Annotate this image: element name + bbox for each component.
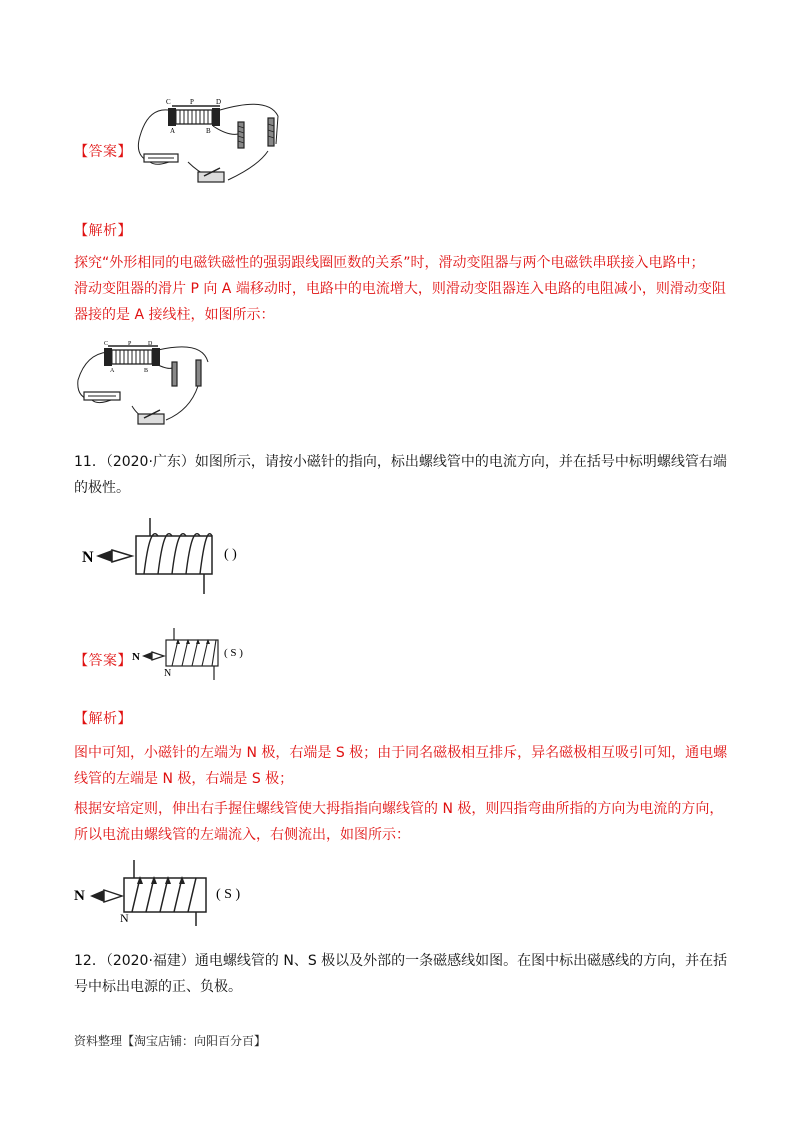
slider-p-label: P xyxy=(128,341,132,347)
circuit-figure-1 xyxy=(128,96,300,196)
analysis-line: 所以电流由螺线管的左端流入，右侧流出，如图所示： xyxy=(74,827,410,843)
question-line: 12．（2020·福建）通电螺线管的 N、S 极以及外部的一条磁感线如图。在图中标出磁感线的方向，并在括 xyxy=(74,953,728,969)
terminal-d-label: D xyxy=(216,98,222,106)
answer-label-2: 【答案】 xyxy=(74,653,132,669)
solenoid-figure-answer xyxy=(128,626,258,682)
solenoid-figure-analysis xyxy=(72,856,262,926)
analysis-text-2a xyxy=(74,740,754,792)
terminal-c-label: C xyxy=(104,341,109,347)
pole-bracket: ( S ) xyxy=(224,647,243,659)
solenoid-n-label: N xyxy=(120,911,129,925)
terminal-a-label: A xyxy=(170,127,176,135)
analysis-text-1 xyxy=(74,250,754,328)
needle-n-label: N xyxy=(74,888,85,904)
question-line: 号中标出电源的正、负极。 xyxy=(74,979,242,995)
pole-bracket: ( S ) xyxy=(216,887,241,902)
analysis-line: 线管的左端是 N 极，右端是 S 极； xyxy=(74,771,294,787)
analysis-line: 滑动变阻器的滑片 P 向 A 端移动时，电路中的电流增大，则滑动变阻器连入电路的电阻减小，则滑动变阻 xyxy=(74,281,726,297)
needle-light-half xyxy=(112,550,132,562)
question-12 xyxy=(74,948,754,1000)
analysis-line: 根据安培定则，伸出右手握住螺线管使大拇指指向螺线管的 N 极，则四指弯曲所指的方向为电流的方向， xyxy=(74,801,724,817)
answer-label-1: 【答案】 xyxy=(74,144,132,160)
needle-n-label: N xyxy=(82,549,94,566)
pole-bracket: ( ) xyxy=(224,547,237,562)
question-line: 的极性。 xyxy=(74,480,130,496)
analysis-label-1: 【解析】 xyxy=(74,223,132,239)
terminal-c-label: C xyxy=(166,98,171,106)
analysis-text-2b xyxy=(74,796,754,848)
analysis-line: 图中可知，小磁针的左端为 N 极，右端是 S 极；由于同名磁极相互排斥，异名磁极相互吸引可知，通电螺 xyxy=(74,745,728,761)
needle-dark-half xyxy=(96,550,112,562)
terminal-a-label: A xyxy=(110,368,115,374)
question-line: 11．（2020·广东）如图所示，请按小磁针的指向，标出螺线管中的电流方向，并在括号中标明螺线管右端 xyxy=(74,454,727,470)
analysis-line: 器接的是 A 接线柱，如图所示： xyxy=(74,307,275,323)
terminal-d-label: D xyxy=(148,341,153,347)
solenoid-figure-question xyxy=(78,514,288,594)
question-11 xyxy=(74,449,754,501)
analysis-label-2: 【解析】 xyxy=(74,711,132,727)
terminal-b-label: B xyxy=(144,368,149,374)
circuit-figure-2 xyxy=(72,340,222,428)
terminal-b-label: B xyxy=(206,127,211,135)
needle-n-label: N xyxy=(132,651,140,663)
slider-p-label: P xyxy=(190,98,194,106)
solenoid-n-label: N xyxy=(164,668,172,679)
analysis-line: 探究“外形相同的电磁铁磁性的强弱跟线圈匝数的关系”时，滑动变阻器与两个电磁铁串联接入电路中； xyxy=(74,255,705,271)
footer-text: 资料整理【淘宝店铺：向阳百分百】 xyxy=(74,1034,267,1048)
